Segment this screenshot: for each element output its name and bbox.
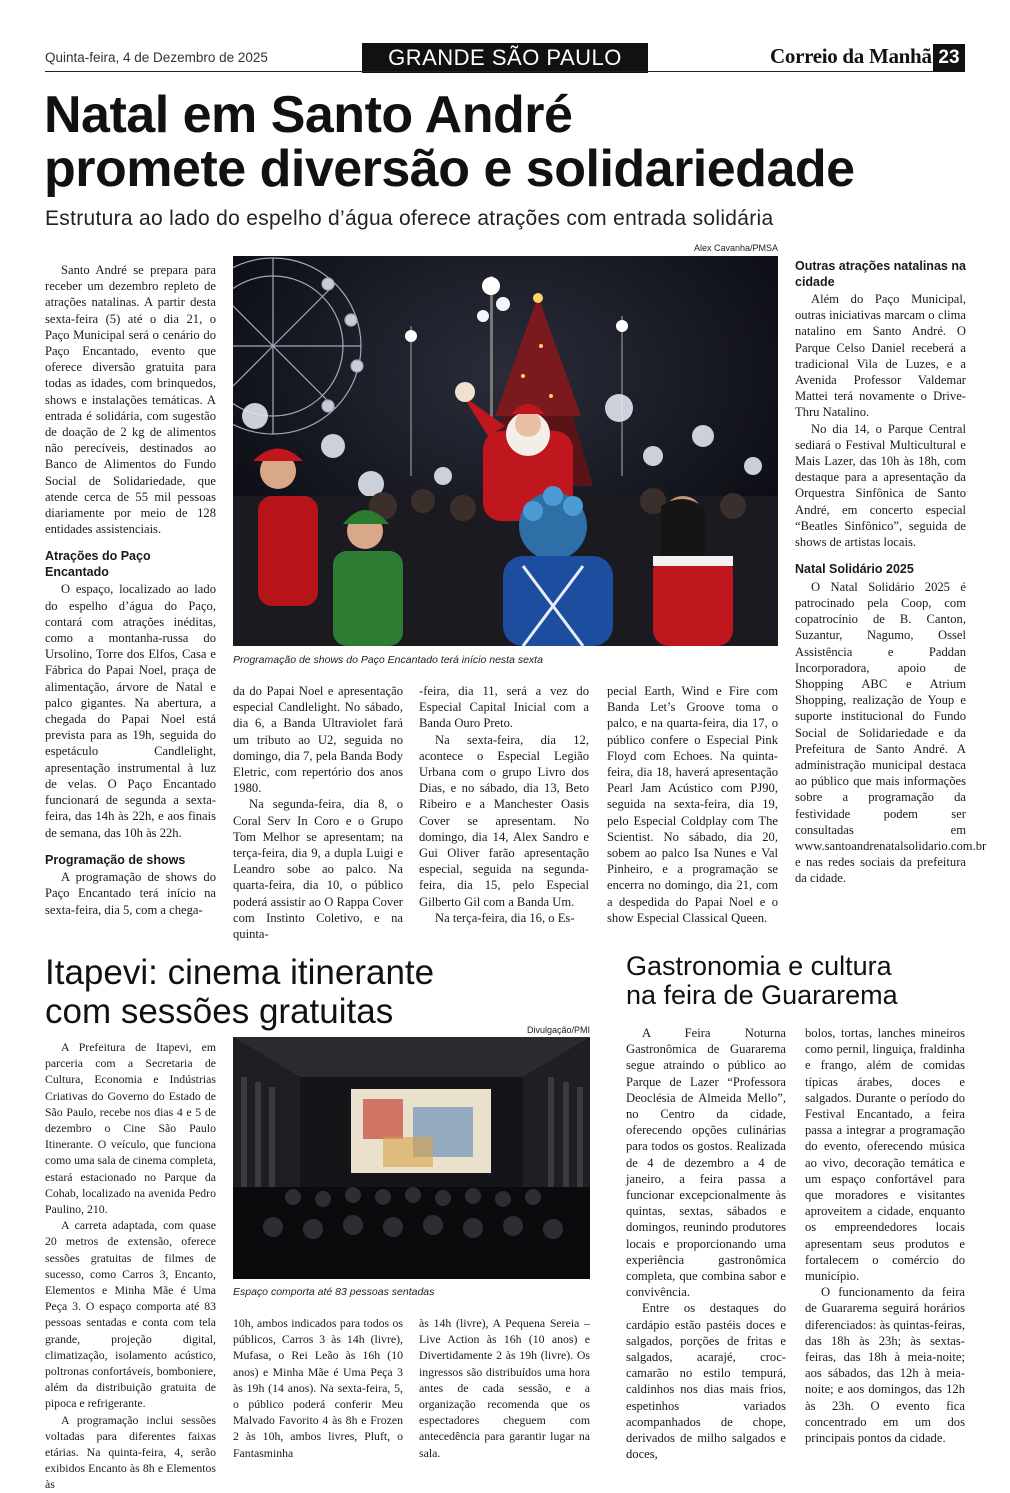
header-date: Quinta-feira, 4 de Dezembro de 2025 (45, 50, 268, 65)
paragraph: A Feira Noturna Gastronômica de Guararema segue atraindo o público ao Parque de Lazer “Professora Deoclésia de Almeida Mello”, no Centro da cidade, oferecendo opções culinárias para todos os gostos. Realizada de 4 de dezembro a 4 de janeiro, a feira passa a funcionar excepcionalmente às quintas, sextas, sábados e domingos, reunindo produtores locais e proporcionando uma experiência gastronômica completa, que combina sabor e convivência. (626, 1026, 786, 1300)
paragraph: A programação inclui sessões voltadas para diferentes faixas etárias. Na quinta-feira, 4, serão exibidos Encanto às 8h e Elementos às (45, 1412, 216, 1492)
guararema-headline (626, 952, 898, 1010)
main-headline-line1: Natal em Santo André (44, 86, 573, 144)
main-photo (233, 256, 778, 646)
masthead-logo: Correio da Manhã (770, 44, 932, 68)
main-headline-line2: promete diversão e solidariedade (44, 140, 855, 198)
paragraph: da do Papai Noel e apresentação especial Candlelight. No sábado, dia 6, a Banda Ultraviolet fará um tributo ao U2, seguida no domingo, dia 7, pela Banda Body Eletric, com repertório dos anos 1980. (233, 684, 403, 796)
guararema-col2 (805, 1025, 965, 1446)
itapevi-headline (45, 953, 434, 1031)
guararema-col1 (626, 1025, 786, 1462)
paragraph: O espaço, localizado ao lado do espelho d’água do Paço, contará com atrações inéditas, como a montanha-russa do Ursolino, Torre dos Elfos, Casa e Fábrica do Papai Noel, praça de alimentação, árvore de Natal e palco gigantes. Na abertura, a chegada do Papai Noel está prevista para as 19h, seguida do espetáculo Candlelight, apresentação instrumental à luz de velas. O Paço Encantado funcionará de segunda a sexta-feira, das 14h às 22h, e aos finais de semana, das 10h às 22h. (45, 582, 216, 840)
itapevi-col3 (419, 1315, 590, 1461)
paragraph: Na terça-feira, dia 16, o Es- (435, 910, 575, 925)
paragraph: Além do Paço Municipal, outras iniciativas marcam o clima natalino em Santo André. O Parque Celso Daniel receberá a tradicional Vila de Luzes, e a Avenida Professor Valdemar Mattei terá novamente o Drive-Thru Natalino. (795, 292, 966, 420)
subheading: Outras atrações natalinas na cidade (795, 259, 966, 289)
main-col4 (607, 683, 778, 926)
christmas-crowd-photo (233, 256, 778, 646)
paragraph: Na segunda-feira, dia 8, o Coral Serv In Coro e o Grupo Tom Melhor se apresentam; na terça-feira, dia 9, a dupla Luigi e Leandro sobe ao palco. Na quarta-feira, dia 10, o público poderá assistir ao O Rappa Cover com Instinto Coletivo, e na quinta- (233, 797, 403, 942)
itapevi-photo-caption: Espaço comporta até 83 pessoas sentadas (233, 1286, 435, 1298)
itapevi-photo-credit: Divulgação/PMI (526, 1025, 590, 1035)
page-number: 23 (933, 44, 965, 72)
guararema-headline-line1: Gastronomia e cultura (626, 951, 892, 981)
itapevi-col1 (45, 1039, 216, 1493)
paragraph: O funcionamento da feira de Guararema seguirá horários diferenciados: às quintas-feiras, das 18h às 23h; às sextas-feiras, das 18h à meia-noite; aos sábados, das 12h à meia-noite; e aos domingos, das 12h às 23h. O evento fica concentrado em um dos principais pontos da cidade. (805, 1285, 965, 1446)
main-photo-credit: Alex Cavanha/PMSA (693, 243, 778, 253)
cinema-interior-photo (233, 1037, 590, 1279)
paragraph: Entre os destaques do cardápio estão pastéis doces e salgados, porções de fritas e salgados, acarajé, croc-camarão no estilo tempurá, caldinhos nos dias mais frios, espetinhos variados acompanhados de chope, derivados de milho salgados e doces, (626, 1301, 786, 1462)
section-title: GRANDE SÃO PAULO (362, 43, 648, 73)
paragraph: pecial Earth, Wind e Fire com Banda Let’s Groove toma o palco, e na quarta-feira, dia 17, o público confere o Especial Pink Floyd com Echoes. Na quinta-feira, dia 18, haverá apresentação Pearl Jam Acústico com PJ90, seguida na sexta-feira, dia 19, pelo Especial Coldplay com The Scientist. No sábado, dia 20, sobem ao palco Isa Nunes e Val Pinheiro, e a programação se encerra no domingo, dia 21, com a despedida do Papai Noel e o show Especial Classical Queen. (607, 684, 778, 925)
main-photo-caption: Programação de shows do Paço Encantado terá início nesta sexta (233, 654, 543, 666)
subheading: Programação de shows (45, 852, 186, 867)
itapevi-headline-line1: Itapevi: cinema itinerante (45, 953, 435, 992)
paragraph: A programação de shows do Paço Encantado terá início na sexta-feira, dia 5, com a chega- (45, 870, 216, 917)
paragraph: A Prefeitura de Itapevi, em parceria com a Secretaria de Cultura, Economia e Indústrias Criativas do Governo do Estado de São Paulo, recebe nos dias 4 e 5 de dezembro o Cine São Paulo Itinerante. O veículo, que funciona como uma sala de cinema completa, estará estacionado no Parque da Cohab, localizado na avenida Pedro Paulino, 210. (45, 1040, 216, 1217)
subheading: Atrações do Paço Encantado (45, 549, 151, 579)
paragraph: 10h, ambos indicados para todos os públicos, Carros 3 às 14h (livre), Mufasa, o Rei Leão às 16h (10 anos) e Minha Mãe é Uma Peça 3 às 19h (14 anos). Na sexta-feira, 5, o público poderá conferir Meu Malvado Favorito 4 às 8h e Frozen 2 às 10h, ambos livres, Pluft, o Fantasminha (233, 1316, 403, 1460)
paragraph: bolos, tortas, lanches mineiros como pernil, linguiça, fraldinha e frango, além de comidas típicas árabes, doces e salgados. Durante o período do Festival Encantado, a feira passa a integrar a programação do evento, oferecendo música ao vivo, decoração temática e um espaço confortável para que moradores e visitantes aproveitem a cidade, enquanto os empreendedores locais apresentam seus produtos e fortalecem o comércio do município. (805, 1026, 965, 1284)
subheading: Natal Solidário 2025 (795, 562, 914, 577)
itapevi-col2 (233, 1315, 403, 1461)
header-rule (45, 71, 933, 72)
main-headline (44, 88, 855, 196)
paragraph: Santo André se prepara para receber um dezembro repleto de atrações natalinas. A partir desta sexta-feira (5) até o dia 21, o Paço Municipal será o cenário do Paço Encantado, evento que oferece diversão gratuita para todas as idades, com brinquedos, shows e instalações temáticas. A entrada é solidária, com sugestão de doação de 2 kg de alimentos não perecíveis, destinados ao Banco de Alimentos do Fundo Social de Solidariedade, que atende cerca de 55 mil pessoas diariamente por meio de 128 entidades assistenciais. (45, 263, 216, 537)
paragraph: Na sexta-feira, dia 12, acontece o Especial Legião Urbana com o grupo Livro dos Dias, e no sábado, dia 13, Beto Ribeiro e a Manchester Oasis Cover se apresentam. No domingo, dia 14, Alex Sandro e Gui Oliver farão apresentação especial, seguida na segunda-feira, dia 15, pelo Especial Gilberto Gil com a Banda Um. (419, 732, 589, 909)
paragraph: O Natal Solidário 2025 é patrocinado pela Coop, com copatrocínio de B. Canton, Suzantur, Nagumo, Ossel Assistência e Paddan Incorporadora, apoio de Shopping ABC e Atrium Shopping, realização de Youp e suporte institucional do Fundo Social de Solidariedade e da Prefeitura de Santo André. A administração municipal destaca ao público que mais informações sobre a programação da festividade podem ser consultadas em www.santoandrenatalsolidario.com.br e nas redes sociais da prefeitura da cidade. (795, 579, 987, 886)
paragraph: às 14h (livre), A Pequena Sereia – Live Action às 16h (10 anos) e Divertidamente 2 às 19h (livre). Os ingressos são distribuídos uma hora antes de cada sessão, e a organização recomenda que os espectadores cheguem com antecedência para garantir lugar na sala. (419, 1316, 590, 1460)
itapevi-headline-line2: com sessões gratuitas (45, 992, 394, 1031)
itapevi-photo (233, 1037, 590, 1279)
main-col3 (419, 683, 589, 926)
paragraph: -feira, dia 11, será a vez do Especial Capital Inicial com a Banda Ouro Preto. (419, 684, 589, 731)
paragraph: No dia 14, o Parque Central sediará o Festival Multicultural e Mais Lazer, das 10h às 18h, com destaque para a apresentação da Orquestra Sinfônica de Santo André, em concerto especial “Beatles Sinfônico”, seguida de shows de artistas locais. (795, 421, 966, 550)
main-col2 (233, 683, 403, 942)
main-col1 (45, 262, 216, 918)
main-col5 (795, 259, 987, 887)
paragraph: A carreta adaptada, com quase 20 metros de extensão, oferece sessões gratuitas de filmes de sucesso, como Carros 3, Encanto, Elementos e Minha Mãe é Uma Peça 3. O espaço comporta até 83 pessoas sentadas e conta com tela grande, projeção digital, climatização, isolamento acústico, poltronas confortáveis, bomboniere, além da distribuição gratuita de pipoca e refrigerante. (45, 1218, 216, 1411)
main-subtitle: Estrutura ao lado do espelho d’água oferece atrações com entrada solidária (45, 207, 774, 230)
guararema-headline-line2: na feira de Guararema (626, 980, 898, 1010)
